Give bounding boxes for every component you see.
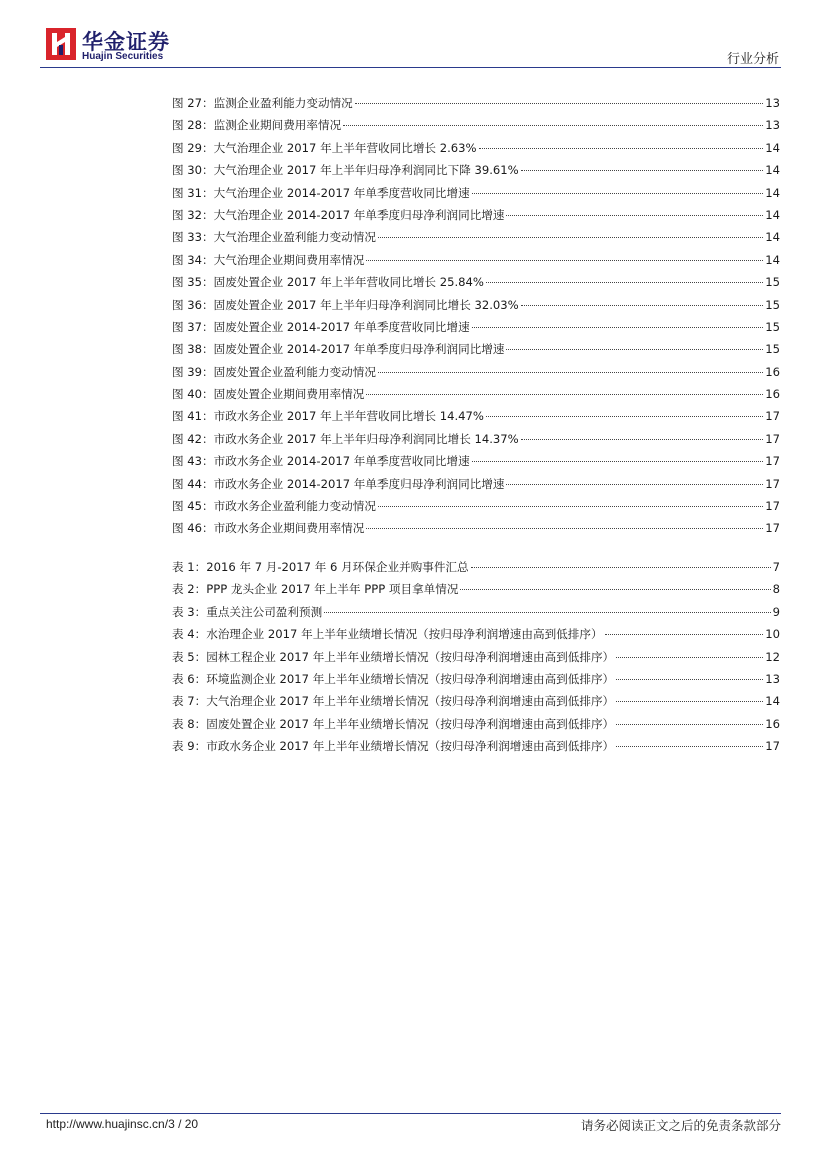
brand-name-cn: 华金证券 [82, 30, 170, 54]
table-toc-entry[interactable] [172, 646, 780, 668]
figure-toc-entry[interactable] [172, 383, 780, 405]
figure-toc-entry[interactable] [172, 249, 780, 271]
toc-entry-page-number: 7 [772, 560, 780, 574]
toc-entry-page-number: 17 [765, 454, 780, 469]
toc-entry-page-number: 17 [765, 499, 780, 514]
toc-entry-title: 表 9：市政水务企业 2017 年上半年业绩增长情况（按归母净利润增速由高到低排序） [172, 739, 615, 754]
dot-leader [479, 148, 764, 149]
figure-toc-entry[interactable] [172, 405, 780, 427]
header-divider [40, 67, 781, 68]
toc-entry-title: 表 6：环境监测企业 2017 年上半年业绩增长情况（按归母净利润增速由高到低排序） [172, 671, 615, 686]
toc-entry-title: 图 38：固废处置企业 2014-2017 年单季度归母净利润同比增速 [172, 342, 505, 357]
toc-entry-page-number: 15 [765, 275, 780, 290]
dot-leader [378, 506, 763, 507]
figure-toc-entry[interactable] [172, 450, 780, 472]
toc-entry-title: 图 35：固废处置企业 2017 年上半年营收同比增长 25.84% [172, 275, 484, 290]
table-toc-entry[interactable] [172, 556, 780, 578]
dot-leader [471, 567, 771, 568]
toc-entry-title: 表 8：固废处置企业 2017 年上半年业绩增长情况（按归母净利润增速由高到低排序） [172, 716, 615, 731]
page-header [40, 26, 781, 66]
toc-entry-page-number: 17 [765, 521, 780, 536]
figure-toc-entry[interactable] [172, 92, 780, 114]
footer-page-number: 3 / 20 [168, 1117, 199, 1131]
toc-entry-title: 图 46：市政水务企业期间费用率情况 [172, 521, 365, 536]
dot-leader [355, 103, 763, 104]
toc-entry-title: 图 42：市政水务企业 2017 年上半年归母净利润同比增长 14.37% [172, 431, 519, 446]
table-toc-entry[interactable] [172, 601, 780, 623]
report-category: 行业分析 [726, 52, 779, 67]
figure-toc-entry[interactable] [172, 182, 780, 204]
dot-leader [616, 701, 763, 702]
figure-toc-entry[interactable] [172, 204, 780, 226]
figure-toc-entry[interactable] [172, 159, 780, 181]
toc-entry-page-number: 14 [765, 252, 780, 267]
toc-entry-page-number: 17 [765, 409, 780, 424]
dot-leader [616, 657, 763, 658]
dot-leader [472, 327, 764, 328]
toc-entry-title: 图 34：大气治理企业期间费用率情况 [172, 252, 365, 267]
toc-entry-title: 图 31：大气治理企业 2014-2017 年单季度营收同比增速 [172, 185, 470, 200]
figure-toc-entry[interactable] [172, 361, 780, 383]
figure-toc-entry[interactable] [172, 473, 780, 495]
dot-leader [366, 394, 763, 395]
dot-leader [506, 484, 763, 485]
table-toc-entry[interactable] [172, 713, 780, 735]
dot-leader [605, 634, 764, 635]
toc-entry-title: 图 36：固废处置企业 2017 年上半年归母净利润同比增长 32.03% [172, 297, 519, 312]
huajin-logo-icon [46, 28, 76, 60]
toc-entry-page-number: 8 [772, 582, 780, 597]
toc-entry-page-number: 14 [765, 230, 780, 245]
dot-leader [486, 282, 763, 283]
toc-entry-title: 图 29：大气治理企业 2017 年上半年营收同比增长 2.63% [172, 140, 477, 155]
figure-toc-entry[interactable] [172, 271, 780, 293]
figure-toc-entry[interactable] [172, 226, 780, 248]
toc-entry-page-number: 16 [765, 387, 780, 402]
toc-entry-title: 图 44：市政水务企业 2014-2017 年单季度归母净利润同比增速 [172, 476, 505, 491]
toc-entry-page-number: 14 [765, 694, 780, 709]
toc-entry-page-number: 9 [772, 604, 780, 619]
table-index-list [172, 556, 780, 758]
toc-entry-page-number: 14 [765, 207, 780, 222]
dot-leader [521, 439, 764, 440]
dot-leader [486, 416, 763, 417]
toc-entry-page-number: 14 [765, 163, 780, 178]
toc-entry-page-number: 12 [765, 649, 780, 664]
toc-entry-title: 图 40：固废处置企业期间费用率情况 [172, 387, 365, 402]
dot-leader [324, 612, 770, 613]
dot-leader [616, 679, 763, 680]
toc-entry-page-number: 14 [765, 140, 780, 155]
table-toc-entry[interactable] [172, 623, 780, 645]
toc-entry-title: 图 32：大气治理企业 2014-2017 年单季度归母净利润同比增速 [172, 207, 505, 222]
toc-entry-title: 表 2：PPP 龙头企业 2017 年上半年 PPP 项目拿单情况 [172, 582, 459, 597]
dot-leader [506, 349, 763, 350]
toc-entry-page-number: 15 [765, 342, 780, 357]
toc-entry-title: 图 39：固废处置企业盈利能力变动情况 [172, 364, 376, 379]
toc-entry-title: 图 28：监测企业期间费用率情况 [172, 118, 342, 133]
figure-toc-entry[interactable] [172, 316, 780, 338]
figure-toc-entry[interactable] [172, 495, 780, 517]
footer-url[interactable]: http://www.huajinsc.cn/ [46, 1117, 169, 1131]
toc-entry-title: 图 33：大气治理企业盈利能力变动情况 [172, 230, 376, 245]
table-toc-entry[interactable] [172, 735, 780, 757]
figure-toc-entry[interactable] [172, 294, 780, 316]
toc-entry-page-number: 13 [765, 671, 780, 686]
toc-entry-page-number: 16 [765, 716, 780, 731]
dot-leader [366, 528, 763, 529]
dot-leader [366, 260, 763, 261]
table-toc-entry[interactable] [172, 578, 780, 600]
dot-leader [521, 170, 764, 171]
toc-entry-page-number: 14 [765, 185, 780, 200]
dot-leader [506, 215, 763, 216]
toc-entry-page-number: 16 [765, 364, 780, 379]
toc-entry-title: 表 5：园林工程企业 2017 年上半年业绩增长情况（按归母净利润增速由高到低排序） [172, 649, 615, 664]
figure-toc-entry[interactable] [172, 137, 780, 159]
brand-name-en: Huajin Securities [82, 51, 164, 62]
toc-entry-page-number: 15 [765, 319, 780, 334]
toc-entry-title: 图 30：大气治理企业 2017 年上半年归母净利润同比下降 39.61% [172, 163, 519, 178]
footer-page-info [46, 1117, 198, 1131]
figure-toc-entry[interactable] [172, 338, 780, 360]
figure-index-list [172, 92, 780, 540]
toc-entry-page-number: 13 [765, 118, 780, 133]
figure-toc-entry[interactable] [172, 517, 780, 539]
dot-leader [343, 125, 763, 126]
company-logo [46, 26, 196, 64]
figure-toc-entry[interactable] [172, 114, 780, 136]
toc-entry-title: 表 7：大气治理企业 2017 年上半年业绩增长情况（按归母净利润增速由高到低排序） [172, 694, 615, 709]
footer-divider [40, 1113, 781, 1114]
dot-leader [616, 724, 763, 725]
table-toc-entry[interactable] [172, 668, 780, 690]
toc-entry-title: 表 4：水治理企业 2017 年上半年业绩增长情况（按归母净利润增速由高到低排序） [172, 627, 603, 642]
dot-leader [472, 193, 764, 194]
toc-entry-page-number: 10 [765, 627, 780, 642]
toc-entry-page-number: 17 [765, 476, 780, 491]
footer-disclaimer: 请务必阅读正文之后的免责条款部分 [580, 1118, 781, 1133]
toc-entry-title: 图 45：市政水务企业盈利能力变动情况 [172, 499, 376, 514]
toc-entry-title: 图 37：固废处置企业 2014-2017 年单季度营收同比增速 [172, 319, 470, 334]
dot-leader [378, 372, 763, 373]
dot-leader [378, 237, 763, 238]
toc-entry-title: 表 3：重点关注公司盈利预测 [172, 604, 323, 619]
dot-leader [460, 589, 770, 590]
toc-entry-page-number: 13 [765, 96, 780, 110]
toc-entry-page-number: 17 [765, 739, 780, 754]
toc-entry-page-number: 17 [765, 431, 780, 446]
toc-entry-title: 表 1：2016 年 7 月-2017 年 6 月环保企业并购事件汇总 [172, 560, 469, 574]
toc-entry-title: 图 27：监测企业盈利能力变动情况 [172, 96, 353, 110]
dot-leader [616, 746, 763, 747]
dot-leader [521, 305, 764, 306]
table-toc-entry[interactable] [172, 690, 780, 712]
toc-entry-title: 图 41：市政水务企业 2017 年上半年营收同比增长 14.47% [172, 409, 484, 424]
toc-entry-title: 图 43：市政水务企业 2014-2017 年单季度营收同比增速 [172, 454, 470, 469]
dot-leader [472, 461, 764, 462]
toc-entry-page-number: 15 [765, 297, 780, 312]
figure-toc-entry[interactable] [172, 428, 780, 450]
